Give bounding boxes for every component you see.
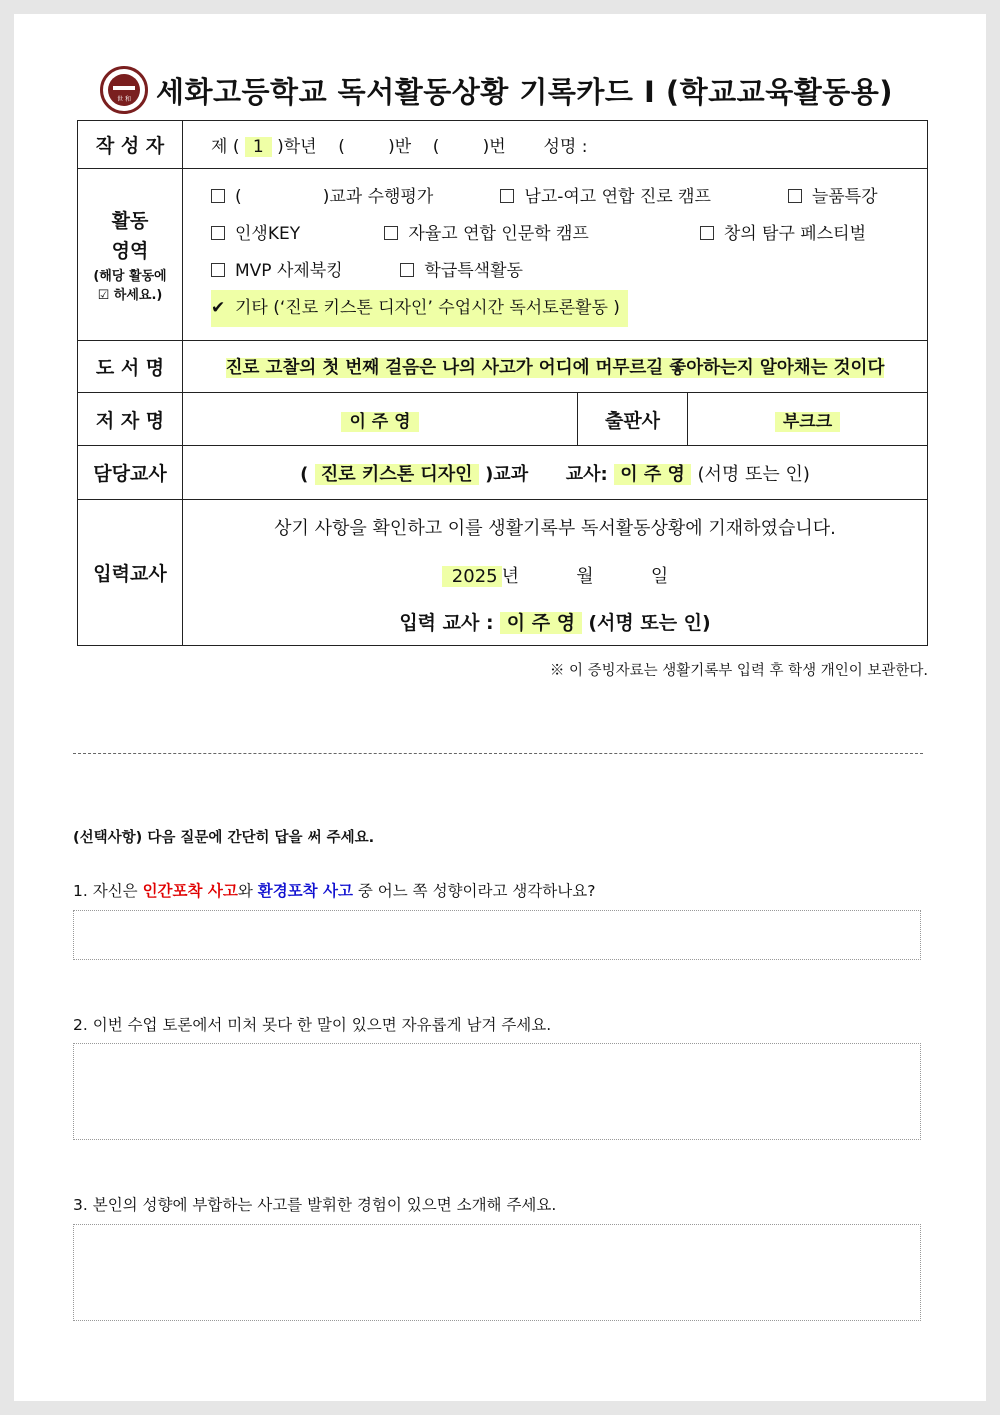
activity-option[interactable]: MVP 사제북킹 bbox=[211, 253, 395, 290]
checkbox-icon bbox=[211, 189, 225, 203]
input-teacher-name[interactable]: 이 주 영 bbox=[500, 612, 582, 634]
writer-row bbox=[78, 121, 928, 169]
record-card-table bbox=[77, 120, 928, 646]
author-row bbox=[78, 393, 928, 446]
activity-row bbox=[78, 169, 928, 341]
book-row bbox=[78, 341, 928, 393]
question-3: 3. 본인의 성향에 부합하는 사고를 발휘한 경험이 있으면 소개해 주세요. bbox=[73, 1196, 557, 1214]
grade-value[interactable]: 1 bbox=[245, 137, 272, 157]
footnote: ※ 이 증빙자료는 생활기록부 입력 후 학생 개인이 보관한다. bbox=[549, 663, 928, 679]
answer-box-2[interactable] bbox=[73, 1043, 921, 1140]
publisher-field[interactable] bbox=[688, 393, 928, 446]
year-value[interactable]: 2025 bbox=[442, 566, 502, 587]
page-title: 세화고등학교 독서활동상황 기록카드 I (학교교육활동용) bbox=[156, 74, 894, 109]
author-field[interactable] bbox=[183, 393, 578, 446]
checkbox-icon bbox=[211, 263, 225, 277]
checkmark-icon: ✔ bbox=[211, 298, 226, 318]
activity-option-other[interactable]: ✔ 기타 (‘진로 키스톤 디자인’ 수업시간 독서토론활동 ) bbox=[211, 290, 628, 327]
teacher-row bbox=[78, 446, 928, 500]
book-label: 도 서 명 bbox=[78, 341, 183, 393]
teacher-name-value: 이 주 영 bbox=[613, 463, 692, 485]
q1-blue-term: 환경포착 사고 bbox=[257, 882, 353, 900]
answer-box-1[interactable] bbox=[73, 910, 921, 960]
input-field[interactable] bbox=[183, 500, 928, 646]
activity-option[interactable]: 자율고 연합 인문학 캠프 bbox=[384, 216, 694, 253]
teacher-label: 담당교사 bbox=[78, 446, 183, 500]
title-row bbox=[100, 62, 893, 118]
cut-line-divider bbox=[73, 753, 923, 754]
question-2: 2. 이번 수업 토론에서 미처 못다 한 말이 있으면 자유롭게 남겨 주세요. bbox=[73, 1016, 552, 1034]
subject-value: 진로 키스톤 디자인 bbox=[314, 463, 479, 485]
teacher-sign: (서명 또는 인) bbox=[697, 463, 810, 485]
answer-box-3[interactable] bbox=[73, 1224, 921, 1321]
checkbox-icon bbox=[500, 189, 514, 203]
activity-label: 활동 영역 (해당 활동에 ☑ 하세요.) bbox=[78, 169, 183, 341]
activity-option[interactable]: 학급특색활동 bbox=[400, 253, 523, 290]
publisher-label: 출판사 bbox=[578, 393, 688, 446]
author-label: 저 자 명 bbox=[78, 393, 183, 446]
activity-options bbox=[183, 169, 928, 341]
checkbox-icon bbox=[788, 189, 802, 203]
writer-field[interactable] bbox=[183, 121, 928, 169]
writer-suffix: )학년 ( )반 ( )번 성명 : bbox=[277, 137, 588, 157]
input-teacher-sign: (서명 또는 인) bbox=[588, 612, 711, 634]
writer-label: 작 성 자 bbox=[78, 121, 183, 169]
author-value: 이 주 영 bbox=[341, 412, 418, 432]
activity-option[interactable]: 인생KEY bbox=[211, 216, 379, 253]
input-teacher: 입력 교사 : 이 주 영 (서명 또는 인) bbox=[399, 612, 711, 634]
checkbox-icon bbox=[384, 226, 398, 240]
activity-option[interactable]: 남고-여고 연합 진로 캠프 bbox=[500, 179, 782, 216]
activity-option[interactable]: ( )교과 수행평가 bbox=[211, 179, 495, 216]
writer-prefix: 제 ( bbox=[211, 137, 240, 157]
activity-option[interactable]: 늘품특강 bbox=[788, 179, 878, 216]
question-1: 1. 자신은 인간포착 사고와 환경포착 사고 중 어느 쪽 성향이라고 생각하나요? bbox=[73, 882, 596, 900]
input-date: 2025 년 월 일 bbox=[183, 562, 927, 588]
book-title-field[interactable] bbox=[183, 341, 928, 393]
publisher-value: 부크크 bbox=[775, 412, 840, 432]
confirm-statement: 상기 사항을 확인하고 이를 생활기록부 독서활동상황에 기재하였습니다. bbox=[274, 518, 836, 539]
input-row bbox=[78, 500, 928, 646]
checkbox-icon bbox=[400, 263, 414, 277]
input-label: 입력교사 bbox=[78, 500, 183, 646]
checkbox-icon bbox=[211, 226, 225, 240]
school-logo: 世 和 bbox=[100, 66, 148, 114]
teacher-field[interactable]: ( 진로 키스톤 디자인 )교과 교사: 이 주 영 (서명 또는 인) bbox=[183, 446, 928, 500]
checkbox-icon bbox=[700, 226, 714, 240]
questions-intro: (선택사항) 다음 질문에 간단히 답을 써 주세요. bbox=[73, 830, 375, 846]
book-title-value: 진로 고찰의 첫 번째 걸음은 나의 사고가 어디에 머무르길 좋아하는지 알아채는 것이다 bbox=[225, 358, 885, 378]
q1-red-term: 인간포착 사고 bbox=[142, 882, 238, 900]
activity-option[interactable]: 창의 탐구 페스티벌 bbox=[700, 216, 866, 253]
